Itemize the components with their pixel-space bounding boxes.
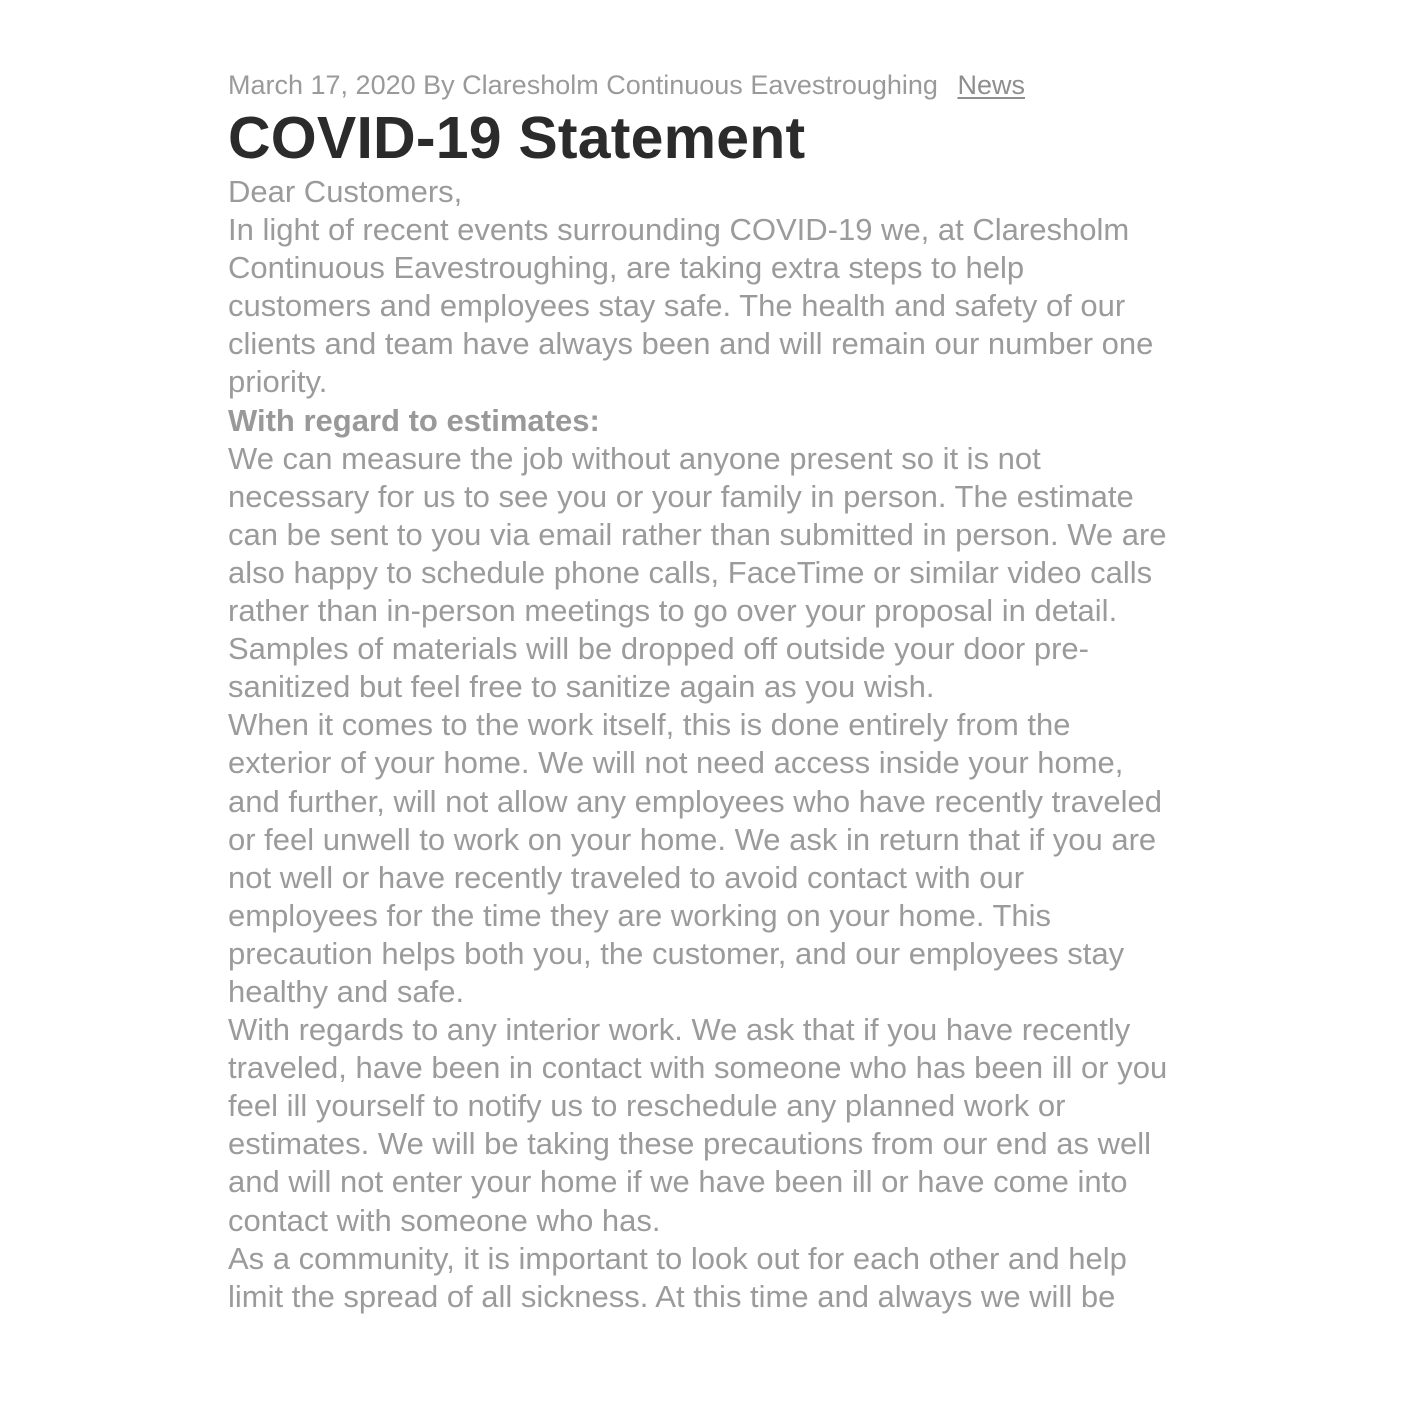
interior-work-paragraph: With regards to any interior work. We ask that if you have recently traveled, have been in contact with someone who has been ill or you feel ill yourself to notify us to reschedule any planned work or estimates. We will be taking these precautions from our end as well and will not enter your home if we have been ill or have come into contact with someone who has.: [228, 1012, 1168, 1238]
post-title: COVID-19 Statement: [228, 105, 806, 171]
post-by-label: By: [423, 70, 455, 100]
estimates-heading: With regard to estimates:: [228, 402, 600, 438]
intro-paragraph: In light of recent events surrounding COVID-19 we, at Claresholm Continuous Eavestroughing, are taking extra steps to help customers and employees stay safe. The health and safety of our clients and team have always been and will remain our number one priority.: [228, 212, 1154, 400]
post-article: [228, 66, 1173, 1316]
category-link-news[interactable]: News: [957, 70, 1025, 100]
community-paragraph: As a community, it is important to look out for each other and help limit the spread of all sickness. At this time and always we will be: [228, 1240, 1127, 1314]
post-body: [228, 173, 1173, 1316]
post-meta: [228, 66, 1173, 104]
post-date: March 17, 2020: [228, 70, 416, 100]
salutation: Dear Customers,: [228, 174, 463, 209]
work-paragraph: When it comes to the work itself, this is done entirely from the exterior of your home. We will not need access inside your home, and further, will not allow any employees who have recently traveled or feel unwell to work on your home. We ask in return that if you are not well or have recently traveled to avoid contact with our employees for the time they are working on your home. This precaution helps both you, the customer, and our employees stay healthy and safe.: [228, 707, 1162, 1009]
post-author: Claresholm Continuous Eavestroughing: [462, 70, 938, 100]
estimates-paragraph: We can measure the job without anyone present so it is not necessary for us to see you or your family in person. The estimate can be sent to you via email rather than submitted in person. We are also happy to schedule phone calls, FaceTime or similar video calls rather than in-person meetings to go over your proposal in detail. Samples of materials will be dropped off outside your door pre-sanitized but feel free to sanitize again as you wish.: [228, 440, 1167, 705]
